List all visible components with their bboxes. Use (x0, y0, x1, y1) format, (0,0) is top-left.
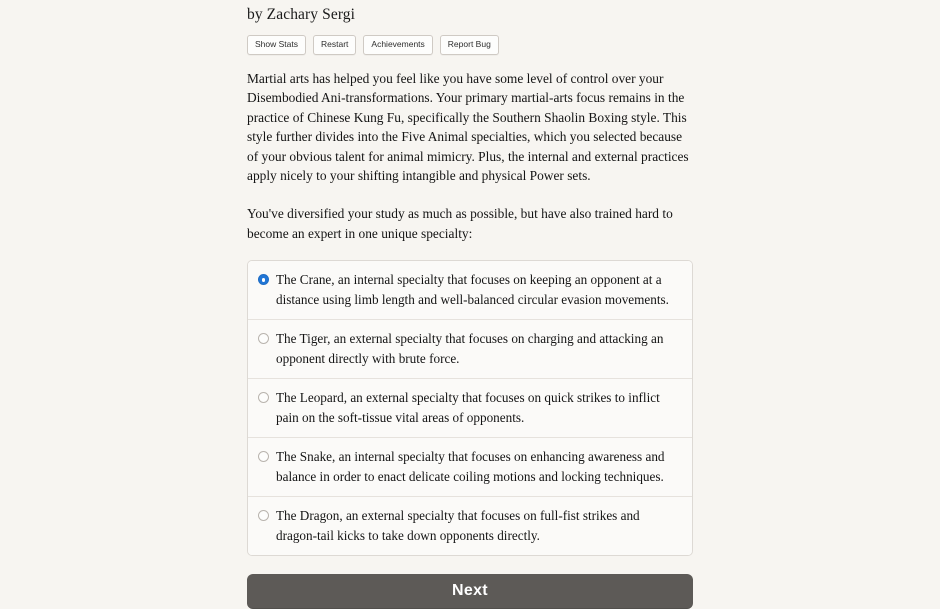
choice-option-dragon[interactable] (248, 496, 692, 555)
radio-button-icon[interactable] (258, 451, 269, 462)
author-byline: by Zachary Sergi (247, 6, 356, 23)
choice-label: The Tiger, an external specialty that focuses on charging and attacking an opponent directly with brute force. (276, 331, 664, 366)
choice-option-crane[interactable] (248, 261, 692, 319)
radio-button-icon[interactable] (258, 392, 269, 403)
choice-option-tiger[interactable] (248, 319, 692, 378)
radio-button-icon-selected[interactable] (258, 274, 269, 285)
report-bug-button[interactable]: Report Bug (440, 35, 499, 55)
choice-label: The Crane, an internal specialty that focuses on keeping an opponent at a distance using limb length and well-balanced circular evasion movements. (276, 272, 669, 307)
radio-button-icon[interactable] (258, 333, 269, 344)
choice-label: The Snake, an internal specialty that focuses on enhancing awareness and balance in order to enact delicate coiling motions and locking techniques. (276, 449, 665, 484)
choice-label: The Leopard, an external specialty that focuses on quick strikes to inflict pain on the soft-tissue vital areas of opponents. (276, 390, 660, 425)
achievements-button[interactable]: Achievements (363, 35, 432, 55)
radio-button-icon[interactable] (258, 510, 269, 521)
show-stats-button[interactable]: Show Stats (247, 35, 306, 55)
choice-list (247, 260, 693, 556)
restart-button[interactable]: Restart (313, 35, 356, 55)
choice-label: The Dragon, an external specialty that focuses on full-fist strikes and dragon-tail kicks to take down opponents directly. (276, 508, 640, 543)
story-paragraph-1: Martial arts has helped you feel like you have some level of control over your Disembodied Ani-transformations. Your primary martial-arts focus remains in the practice of Chinese Kung Fu, specifically the Southern Shaolin Boxing style. This style further divides into the Five Animal specialties, which you selected because of your obvious talent for animal mimicry. Plus, the internal and external practices apply nicely to your shifting intangible and physical Power sets. (247, 70, 689, 184)
choice-option-leopard[interactable] (248, 378, 692, 437)
story-paragraph-2: You've diversified your study as much as possible, but have also trained hard to become an expert in one unique specialty: (247, 206, 673, 241)
next-button[interactable]: Next (247, 574, 693, 609)
story-content-column (247, 0, 693, 609)
choice-option-snake[interactable] (248, 437, 692, 496)
game-toolbar (247, 35, 693, 55)
